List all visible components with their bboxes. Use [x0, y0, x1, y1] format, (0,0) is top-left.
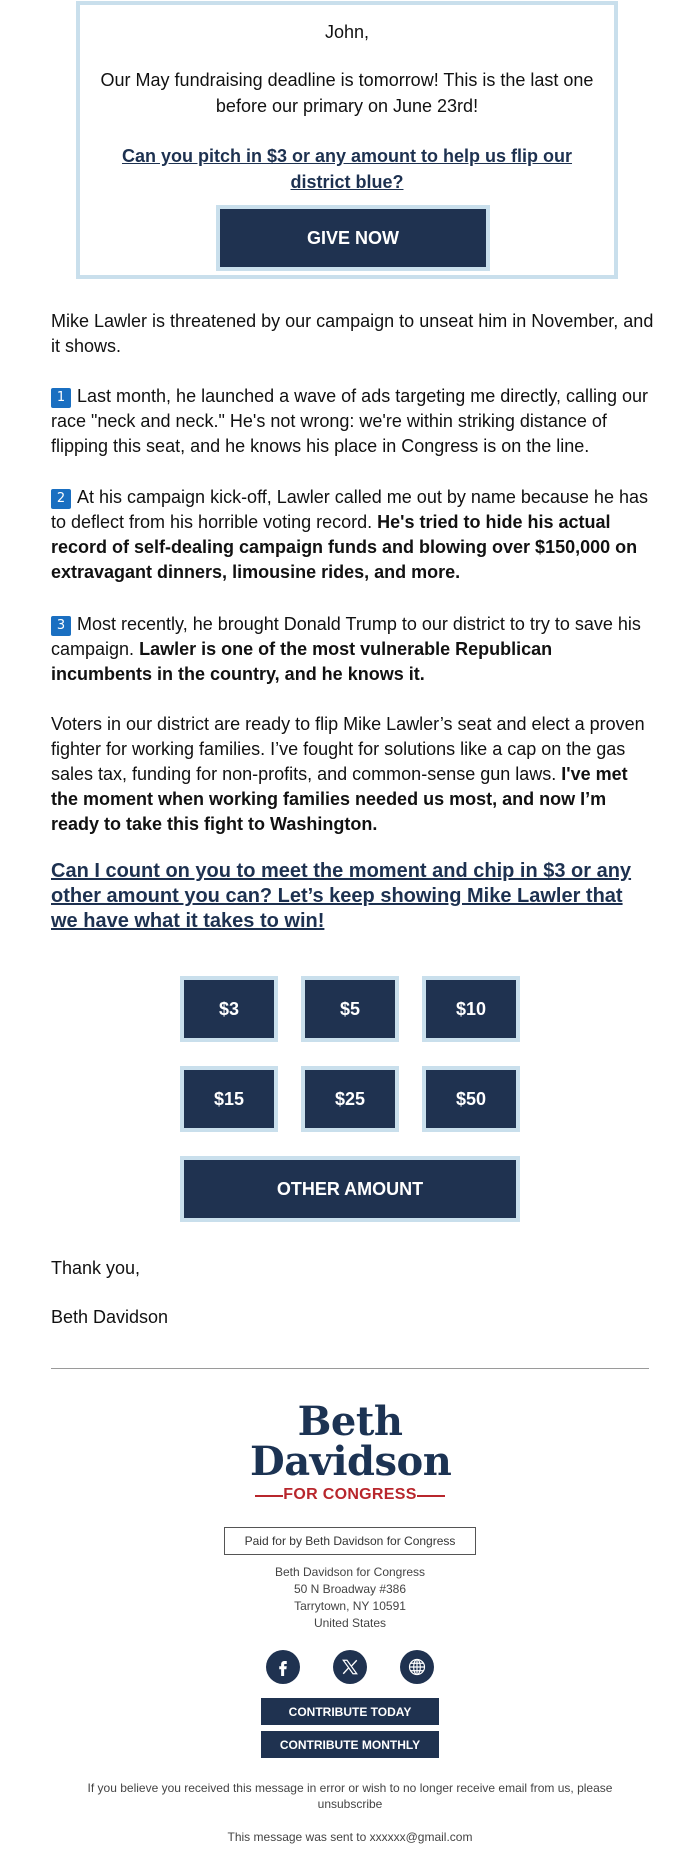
address-line: Tarrytown, NY 10591: [294, 1599, 406, 1613]
intro-paragraph: Mike Lawler is threatened by our campaign to unseat him in November, and it shows.: [51, 311, 654, 356]
logo-line-3: FOR CONGRESS: [250, 1486, 450, 1504]
keycap-2-icon: 2: [51, 489, 71, 509]
keycap-1-icon: 1: [51, 388, 71, 408]
amount-button-10[interactable]: $10: [422, 976, 520, 1042]
amount-button-50[interactable]: $50: [422, 1066, 520, 1132]
point-1: [51, 384, 655, 459]
disclaimer-text: If you believe you received this message in error or wish to no longer receive email from us, please: [87, 1781, 613, 1795]
unsubscribe-link[interactable]: unsubscribe: [317, 1797, 383, 1811]
cta-link[interactable]: Can I count on you to meet the moment and chip in $3 or any other amount you can? Let’s keep showing Mike Lawler that we have what it takes to win!: [51, 860, 632, 932]
paid-for-disclaimer: Paid for by Beth Davidson for Congress: [224, 1527, 476, 1555]
point-1-text: Last month, he launched a wave of ads targeting me directly, calling our race "neck and neck." He's not wrong: we're within striking distance of flipping this seat, and he knows his place in Congress is on the line.: [51, 386, 648, 456]
amount-button-5[interactable]: $5: [301, 976, 399, 1042]
voters-bold: I've met the moment when working families needed us most, and now I’m ready to take this fight to Washington.: [51, 764, 628, 834]
contribute-monthly-button[interactable]: CONTRIBUTE MONTHLY: [261, 1731, 439, 1758]
amount-button-15[interactable]: $15: [180, 1066, 278, 1132]
thanks-text: Thank you,: [51, 1258, 141, 1278]
point-2-bold: He's tried to hide his actual record of self-dealing campaign funds and blowing over $150,000 on extravagant dinners, limousine rides, and more.: [51, 512, 638, 582]
logo-line-1: Beth: [297, 1398, 403, 1445]
address-line: Beth Davidson for Congress: [274, 1565, 426, 1579]
point-2: [51, 485, 655, 585]
point-3-bold: Lawler is one of the most vulnerable Republican incumbents in the country, and he knows it.: [51, 639, 553, 684]
x-icon[interactable]: [333, 1650, 367, 1684]
mailing-address: [0, 1564, 700, 1632]
greeting: John,: [324, 22, 370, 42]
point-3: [51, 612, 655, 687]
other-amount-button[interactable]: OTHER AMOUNT: [180, 1156, 520, 1222]
amount-button-25[interactable]: $25: [301, 1066, 399, 1132]
ask-link[interactable]: Can you pitch in $3 or any amount to help us flip our district blue?: [121, 146, 573, 192]
globe-icon[interactable]: [400, 1650, 434, 1684]
address-line: 50 N Broadway #386: [293, 1582, 407, 1596]
keycap-3-icon: 3: [51, 616, 71, 636]
campaign-logo: [250, 1398, 452, 1503]
voters-text: Voters in our district are ready to flip Mike Lawler’s seat and elect a proven fighter for working families. I’ve fought for solutions like a cap on the gas sales tax, funding for non-profits, and common-sense gun laws.: [51, 714, 645, 784]
give-now-button[interactable]: GIVE NOW: [216, 205, 490, 271]
amount-button-3[interactable]: $3: [180, 976, 278, 1042]
deadline-text: Our May fundraising deadline is tomorrow! This is the last one before our primary on June 23rd!: [100, 70, 594, 116]
sent-to-prefix: This message was sent to: [227, 1830, 367, 1844]
point-2-text: At his campaign kick-off, Lawler called me out by name because he has to deflect from his horrible voting record.: [51, 487, 648, 532]
point-3-text: Most recently, he brought Donald Trump to our district to try to save his campaign.: [51, 614, 641, 659]
contribute-today-button[interactable]: CONTRIBUTE TODAY: [261, 1698, 439, 1725]
divider: [51, 1368, 649, 1369]
address-line: United States: [313, 1616, 387, 1630]
signature-name: Beth Davidson: [51, 1307, 169, 1327]
sent-to-email: xxxxxx@gmail.com: [369, 1830, 473, 1844]
voters-paragraph: [51, 712, 655, 837]
logo-line-2: Davidson: [250, 1438, 452, 1485]
unsubscribe-notice: [60, 1780, 640, 1812]
facebook-icon[interactable]: [266, 1650, 300, 1684]
sent-to-notice: [60, 1829, 640, 1845]
fundraising-header-box: [76, 1, 618, 279]
